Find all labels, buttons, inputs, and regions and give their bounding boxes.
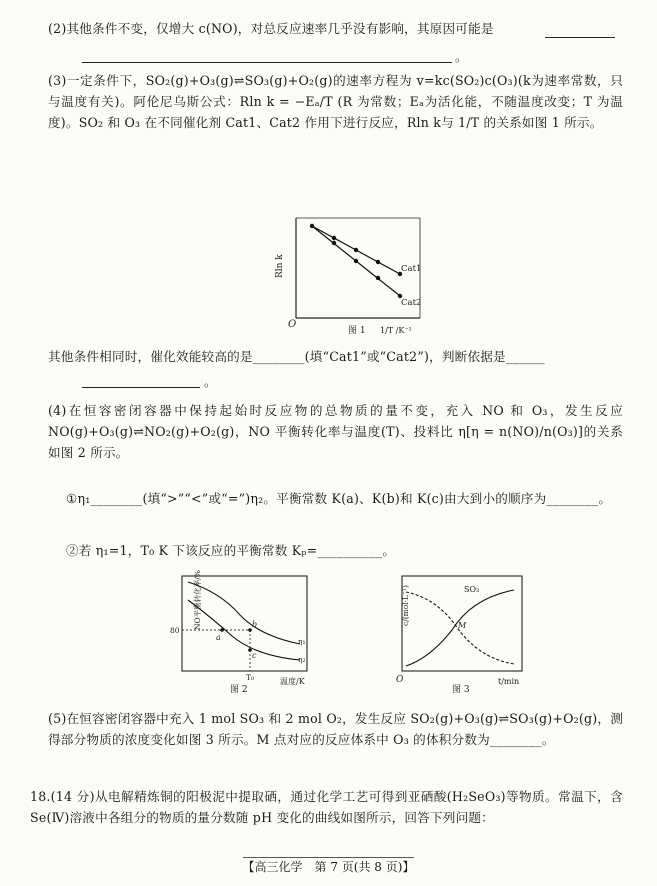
fig3-xlabel: t/min	[498, 677, 520, 686]
fig3-series-label: SO₃	[464, 585, 480, 594]
fig2-ylabel: NO平衡转化率/%	[193, 570, 202, 630]
fig1-origin: O	[288, 319, 297, 330]
fig2-point-label: a	[216, 633, 221, 642]
fig1-series-label: Cat2	[401, 298, 422, 308]
fig3-ylabel: c/(mol·L⁻¹)	[401, 585, 410, 626]
q4-text: (4)在恒容密闭容器中保持起始时反应物的总物质的量不变，充入 NO 和 O₃，发生反应 NO(g)+O₃(g)⇌NO₂(g)+O₂(g)，NO 平衡转化率与温度(T)、投料比 η[η = n(NO)/n(O₃)]的关系如图 2 所示。	[48, 403, 628, 460]
figure-1	[268, 210, 428, 340]
q5-text: (5)在恒容密闭容器中充入 1 mol SO₃ 和 2 mol O₂，发生反应 SO₂(g)+O₃(g)⇌SO₃(g)+O₂(g)，测得部分物质的浓度变化如图 3 所示。M 点对应的反应体系中 O₃ 的体积分数为________。	[48, 711, 623, 747]
footer-label: 【高三化学 第 7 页(共 8 页)】	[243, 857, 415, 874]
fig2-caption: 图 2	[230, 685, 248, 695]
fig2-point-label: c	[252, 651, 257, 660]
fig2-point	[220, 628, 224, 632]
answer-blank	[545, 37, 615, 38]
fig1-point	[354, 259, 358, 263]
q18-text: 18.(14 分)从电解精炼铜的阳极泥中提取硒，通过化学工艺可得到亚硒酸(H₂SeO₃)等物质。常温下，含 Se(Ⅳ)溶液中各组分的物质的量分数随 pH 变化的曲线如图所示，回答下列问题：	[30, 789, 628, 825]
fig2-point-label: b	[252, 620, 258, 629]
page-footer	[0, 858, 657, 875]
figure-3	[380, 570, 540, 700]
fig1-series-label: Cat1	[401, 264, 422, 274]
fig3-caption: 图 3	[452, 685, 470, 695]
q3-question: 其他条件相同时，催化效能较高的是________(填“Cat1”或“Cat2”)，判断依据是______	[48, 349, 545, 364]
fig1-point	[332, 241, 336, 245]
q4-sub1: ①η₁________(填“>”“<”或“=”)η₂。平衡常数 K(a)、K(b)和 K(c)由大到小的顺序为________。	[66, 491, 612, 506]
end-mark: 。	[455, 49, 468, 64]
answer-blank	[82, 387, 200, 388]
fig2-series-label: η₂	[298, 655, 306, 664]
fig3-point-label: M	[458, 621, 467, 630]
figure-2	[160, 570, 325, 700]
q2-text: (2)其他条件不变，仅增大 c(NO)，对总反应速率几乎没有影响，其原因可能是	[48, 21, 494, 36]
fig2-xlabel: 温度/K	[280, 677, 305, 686]
fig2-xtick: T₀	[246, 673, 255, 682]
fig3-origin: O	[396, 675, 404, 685]
end-mark: 。	[204, 374, 217, 389]
answer-blank	[82, 62, 452, 63]
fig1-point	[310, 224, 314, 228]
q4-sub2: ②若 η₁=1，T₀ K 下该反应的平衡常数 Kₚ=__________。	[66, 543, 396, 558]
fig1-point	[332, 236, 336, 240]
fig1-caption: 图 1	[348, 326, 366, 336]
fig1-ylabel: Rln k	[275, 254, 285, 278]
fig2-series-label: η₁	[298, 637, 306, 646]
fig2-ytick: 80	[170, 626, 180, 635]
fig1-xlabel: 1/T /K⁻¹	[380, 326, 412, 335]
fig1-point	[376, 260, 380, 264]
q3-text: (3)一定条件下，SO₂(g)+O₃(g)⇌SO₃(g)+O₂(g)的速率方程为 v=kc(SO₂)c(O₃)(k为速率常数，只与温度有关)。阿伦尼乌斯公式：Rln k = −Eₐ/T (R 为常数；Eₐ为活化能，不随温度改变；T 为温度)。SO₂ 和 O₃ 在不同催化剂 Cat1、Cat2 作用下进行反应，Rln k与 1/T 的关系如图 1 所示。	[48, 73, 623, 130]
fig1-point	[376, 276, 380, 280]
fig1-point	[354, 248, 358, 252]
